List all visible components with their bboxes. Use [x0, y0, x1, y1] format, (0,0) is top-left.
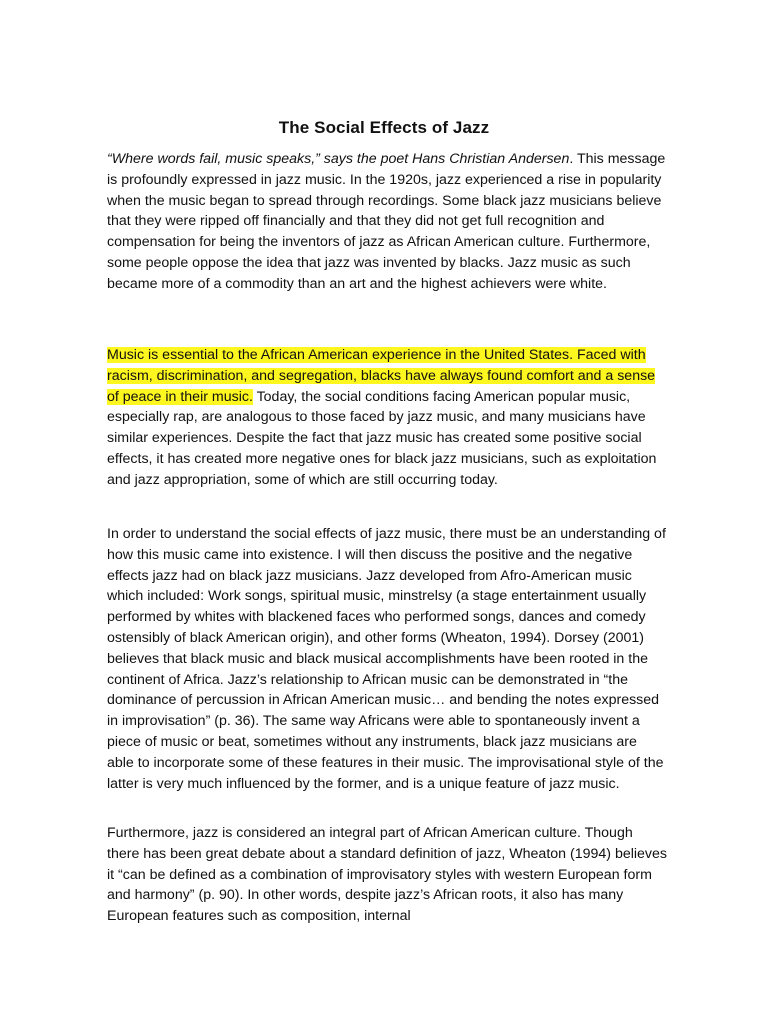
paragraph-3: In order to understand the social effects of jazz music, there must be an understanding of how this music came into existence. I will then discuss the positive and the negative effects jazz had on black jazz musicians. Jazz developed from Afro-American music which included: Work songs, spiritual music, minstrelsy (a stage entertainment usually performed by whites with blackened faces who performed songs, dances and comedy ostensibly of black American origin), and other forms (Wheaton, 1994). Dorsey (2001) believes that black music and black musical accomplishments have been rooted in the continent of Africa. Jazz’s relationship to African music can be demonstrated in “the dominance of percussion in African American music… and bending the notes expressed in improvisation” (p. 36). The same way Africans were able to spontaneously invent a piece of music or beat, sometimes without any instruments, black jazz musicians are able to incorporate some of these features in their music. The improvisational style of the latter is very much influenced by the former, and is a unique feature of jazz music. — [107, 526, 666, 792]
highlighted-text: Music is essential to the African American experience in the United States. Faced with racism, discrimination, and segregation, blacks have always found comfort and a sense of peace in their music. — [107, 347, 656, 405]
document-title: The Social Effects of Jazz — [278, 118, 490, 137]
paragraph-2 — [107, 345, 667, 491]
paragraph-1 — [107, 149, 667, 295]
opening-quote: “Where words fail, music speaks,” says the poet Hans Christian Andersen — [107, 151, 570, 167]
paragraph-2-text: Today, the social conditions facing American popular music, especially rap, are analogous to those faced by jazz music, and many musicians have similar experiences. Despite the fact that jazz music has created some positive social effects, it has created more negative ones for black jazz musicians, such as exploitation and jazz appropriation, some of which are still occurring today. — [107, 388, 657, 488]
paragraph-1-text: . This message is profoundly expressed in jazz music. In the 1920s, jazz experienced a rise in popularity when the music began to spread through recordings. Some black jazz musicians believe that they were ripped off financially and that they did not get full recognition and compensation for being the inventors of jazz as African American culture. Furthermore, some people oppose the idea that jazz was invented by blacks. Jazz music as such became more of a commodity than an art and the highest achievers were white. — [107, 151, 666, 292]
paragraph-4: Furthermore, jazz is considered an integral part of African American culture. Though there has been great debate about a standard definition of jazz, Wheaton (1994) believes it “can be defined as a combination of improvisatory styles with western European form and harmony” (p. 90). In other words, despite jazz’s African roots, it also has many European features such as composition, internal — [107, 825, 667, 925]
